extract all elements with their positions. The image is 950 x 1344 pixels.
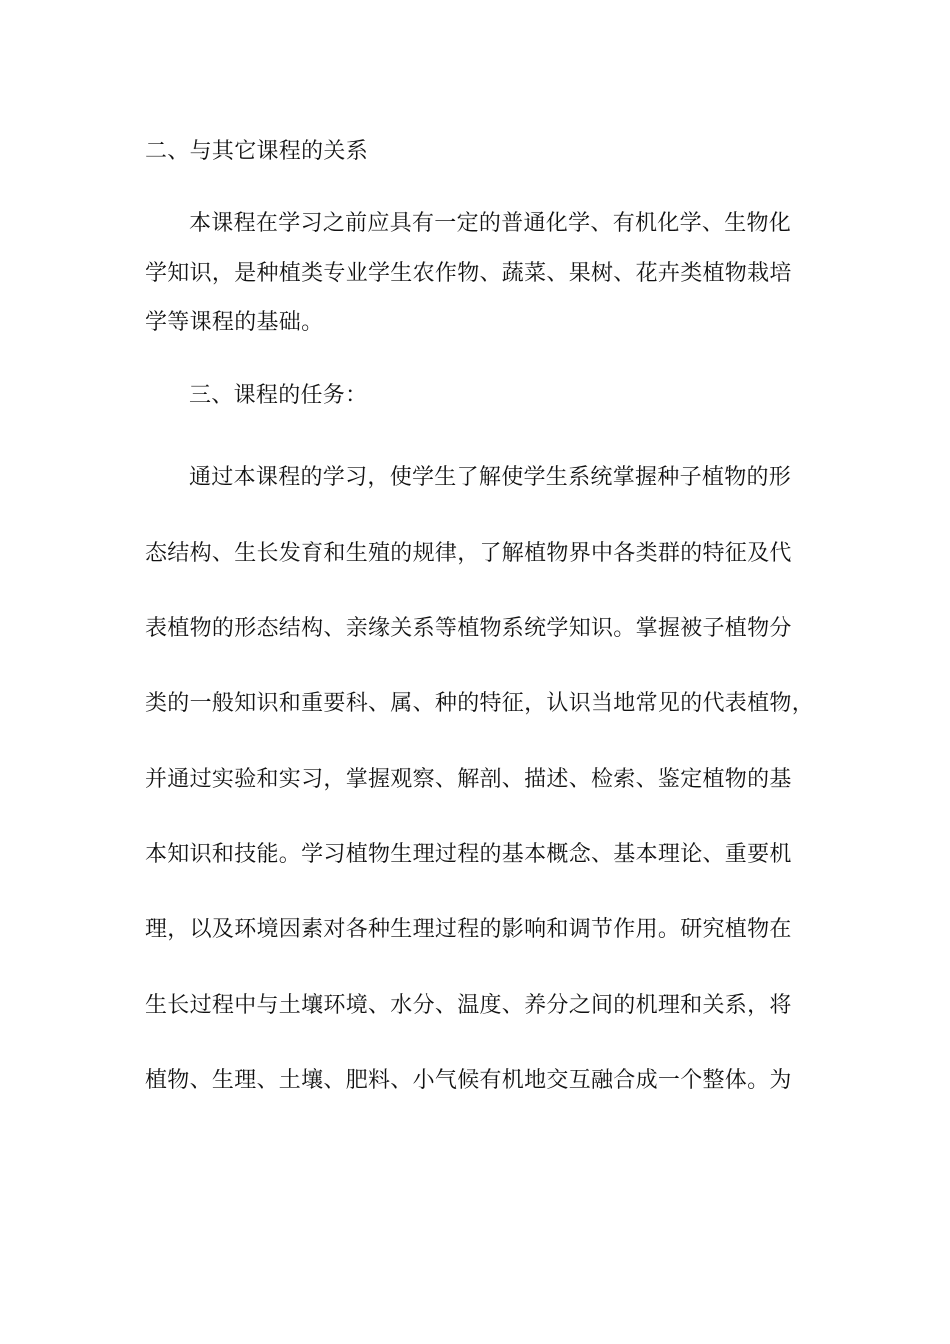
paragraph-line: 本知识和技能。学习植物生理过程的基本概念、基本理论、重要机	[145, 842, 792, 867]
paragraph-line: 本课程在学习之前应具有一定的普通化学、有机化学、生物化	[189, 211, 792, 236]
paragraph-line: 学知识，是种植类专业学生农作物、蔬菜、果树、花卉类植物栽培	[145, 261, 792, 286]
section-heading-3: 三、课程的任务：	[189, 383, 368, 408]
paragraph-line: 通过本课程的学习，使学生了解使学生系统掌握种子植物的形	[189, 465, 792, 490]
paragraph-line: 并通过实验和实习，掌握观察、解剖、描述、检索、鉴定植物的基	[145, 767, 792, 792]
paragraph-line: 态结构、生长发育和生殖的规律，了解植物界中各类群的特征及代	[145, 541, 792, 566]
paragraph-line: 植物、生理、土壤、肥料、小气候有机地交互融合成一个整体。为	[145, 1068, 792, 1093]
section-heading-2: 二、与其它课程的关系	[145, 139, 369, 164]
paragraph-line: 生长过程中与土壤环境、水分、温度、养分之间的机理和关系，将	[145, 993, 792, 1018]
paragraph-line: 理，以及环境因素对各种生理过程的影响和调节作用。研究植物在	[145, 917, 792, 942]
paragraph-line: 表植物的形态结构、亲缘关系等植物系统学知识。掌握被子植物分	[145, 616, 792, 641]
paragraph-line: 学等课程的基础。	[145, 310, 324, 335]
paragraph-line: 类的一般知识和重要科、属、种的特征，认识当地常见的代表植物，	[145, 691, 815, 716]
